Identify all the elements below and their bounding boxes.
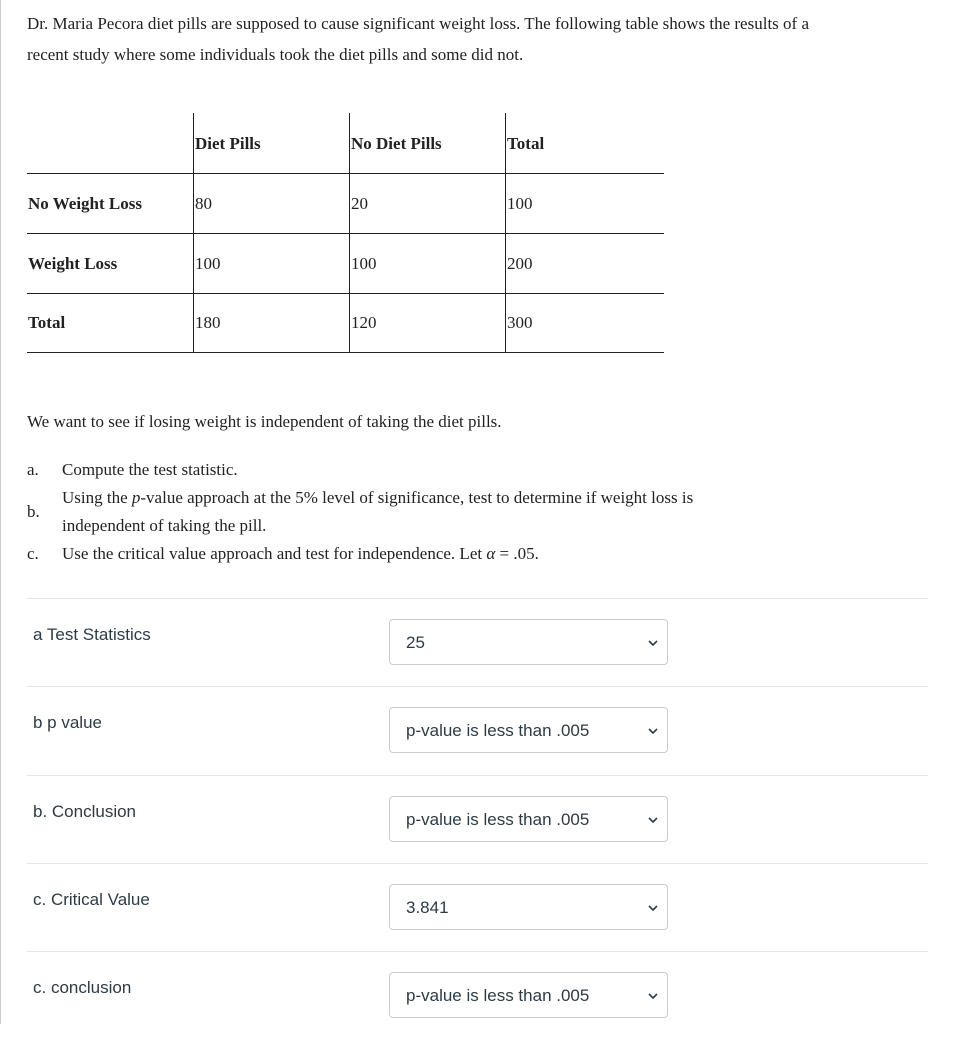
dropdown-selected-value: p-value is less than .005 — [406, 986, 590, 1005]
table-cell: 100 — [195, 254, 221, 273]
dropdown-selected-value: p-value is less than .005 — [406, 810, 590, 829]
answer-label: c. Critical Value — [33, 890, 150, 909]
answer-label: c. conclusion — [33, 978, 132, 997]
question-item — [27, 484, 887, 540]
page-left-border — [0, 0, 1, 1024]
question-text: Using the — [62, 488, 132, 507]
answer-row — [27, 686, 928, 775]
table-cell: 200 — [507, 254, 533, 273]
question-text: = .05. — [495, 544, 539, 563]
row-header: Weight Loss — [28, 254, 118, 273]
chevron-down-icon — [647, 902, 659, 914]
chevron-down-icon — [647, 725, 659, 737]
column-header: No Diet Pills — [351, 134, 442, 153]
answer-dropdown[interactable] — [389, 796, 668, 842]
question-marker: a. — [27, 460, 39, 479]
answer-row — [27, 951, 928, 1040]
table-divider — [27, 233, 664, 234]
dropdown-selected-value: 25 — [406, 633, 425, 652]
chevron-down-icon — [647, 814, 659, 826]
table-cell: 300 — [507, 313, 533, 332]
question-item — [27, 540, 887, 568]
answer-label: b. Conclusion — [33, 802, 137, 821]
answer-row — [27, 863, 928, 952]
answer-label: a Test Statistics — [33, 625, 151, 644]
question-intro: We want to see if losing weight is independent of taking the diet pills. — [27, 412, 502, 431]
question-text: independent of taking the pill. — [62, 516, 267, 535]
question-text: -value approach at the 5% level of significance, test to determine if weight loss is — [140, 488, 694, 507]
table-cell: 180 — [195, 313, 221, 332]
answer-row — [27, 775, 928, 864]
answer-dropdown[interactable] — [389, 972, 668, 1018]
table-cell: 120 — [351, 313, 377, 332]
table-divider — [27, 173, 664, 174]
answer-label: b p value — [33, 713, 102, 732]
question-list — [27, 456, 887, 568]
answer-dropdown[interactable] — [389, 707, 668, 753]
question-marker: c. — [27, 544, 39, 563]
question-text-italic: α — [486, 544, 496, 563]
table-cell: 20 — [351, 194, 368, 213]
table-cell: 100 — [351, 254, 377, 273]
column-header: Total — [507, 134, 545, 153]
row-header: Total — [28, 313, 66, 332]
question-marker: b. — [27, 502, 40, 521]
contingency-table — [27, 113, 664, 353]
question-text: Compute the test statistic. — [62, 460, 238, 479]
answer-dropdown[interactable] — [389, 619, 668, 665]
intro-line-2: recent study where some individuals took the diet pills and some did not. — [27, 45, 524, 64]
answer-dropdown[interactable] — [389, 884, 668, 930]
table-cell: 80 — [195, 194, 212, 213]
row-header: No Weight Loss — [28, 194, 142, 213]
chevron-down-icon — [647, 637, 659, 649]
question-text-italic: p — [131, 488, 141, 507]
column-header: Diet Pills — [195, 134, 261, 153]
table-divider — [27, 352, 664, 353]
problem-intro — [27, 8, 927, 70]
table-divider — [27, 293, 664, 294]
answer-row — [27, 598, 928, 687]
intro-line-1: Dr. Maria Pecora diet pills are supposed to cause significant weight loss. The following table shows the results of a — [27, 14, 809, 33]
chevron-down-icon — [647, 990, 659, 1002]
table-cell: 100 — [507, 194, 533, 213]
dropdown-selected-value: p-value is less than .005 — [406, 721, 590, 740]
dropdown-selected-value: 3.841 — [406, 898, 449, 917]
question-item — [27, 456, 887, 484]
question-text: Use the critical value approach and test for independence. Let — [62, 544, 487, 563]
